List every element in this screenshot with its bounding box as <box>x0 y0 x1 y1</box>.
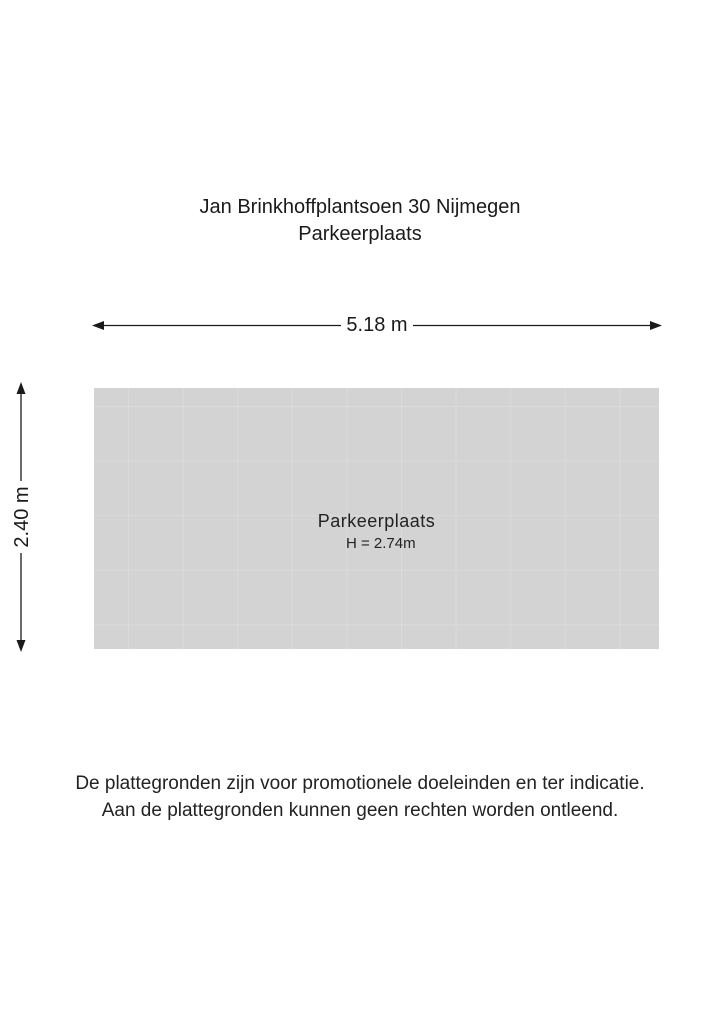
depth-dimension-label-wrap <box>10 382 34 652</box>
width-dimension-label-wrap <box>92 313 662 337</box>
room-height: H = 2.74m <box>346 535 416 552</box>
width-dimension-label: 5.18 m <box>341 314 412 336</box>
room-name: Parkeerplaats <box>317 511 436 531</box>
depth-dimension-line <box>10 382 34 652</box>
depth-dimension-label: 2.40 m <box>11 481 33 552</box>
floorplan-header <box>0 194 720 248</box>
address-title: Jan Brinkhoffplantsoen 30 Nijmegen <box>199 196 521 218</box>
disclaimer-line-2: Aan de plattegronden kunnen geen rechten worden ontleend. <box>101 800 619 821</box>
disclaimer <box>0 770 720 824</box>
disclaimer-line-1: De plattegronden zijn voor promotionele doeleinden en ter indicatie. <box>75 773 645 794</box>
width-dimension-line <box>92 316 662 336</box>
floor-title: Parkeerplaats <box>298 223 422 245</box>
room-parkeerplaats <box>94 388 659 649</box>
